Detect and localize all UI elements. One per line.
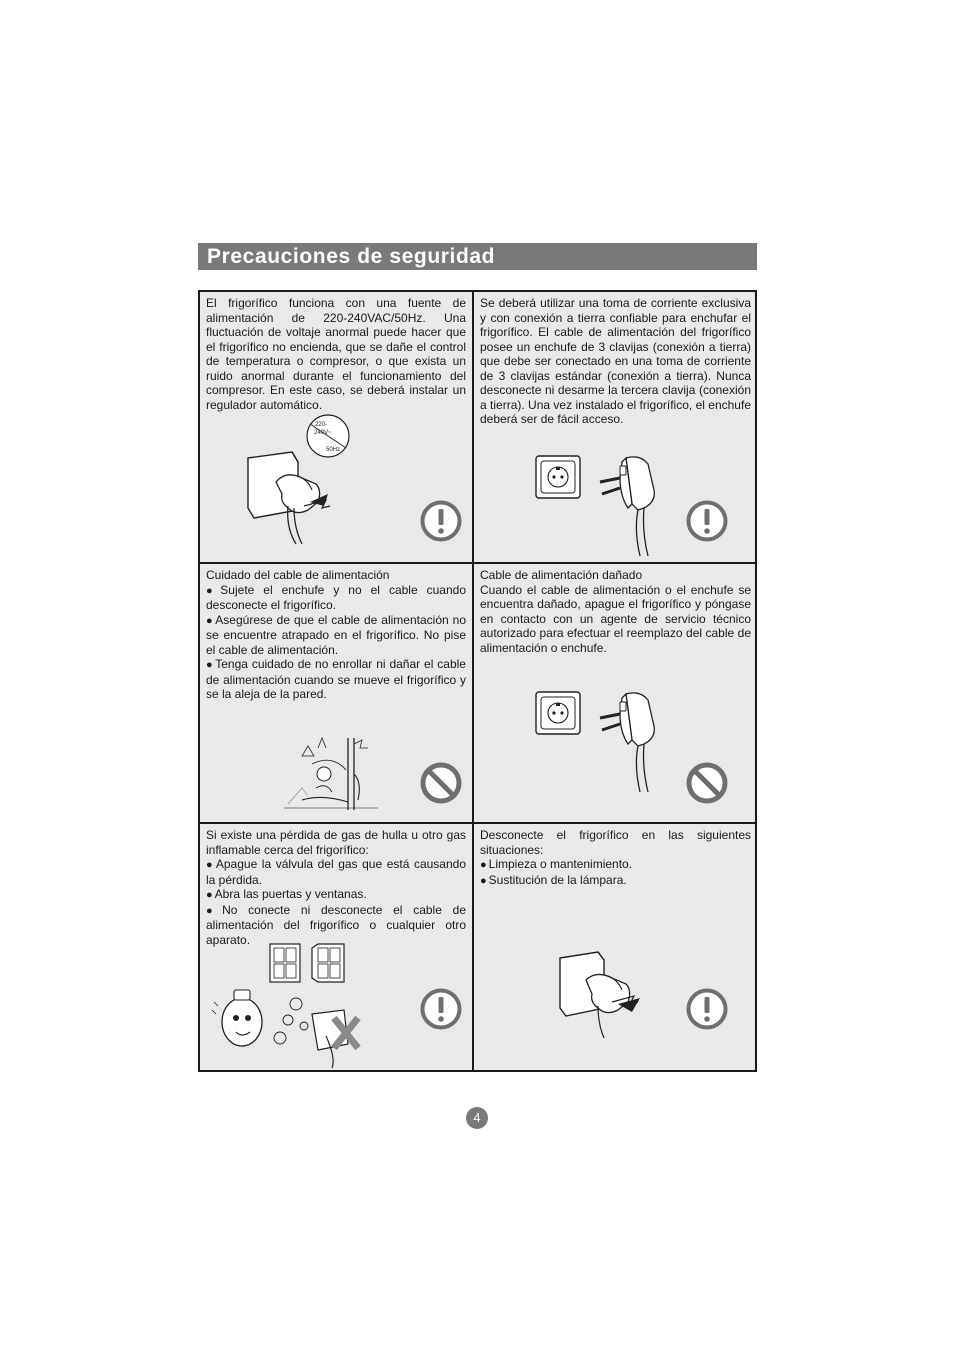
bullet-item: ● Tenga cuidado de no enrollar ni dañar el cable de alimentación cuando se mueve el frigorífico y se la aleja de la pared. (206, 657, 466, 702)
cell-unplug (474, 824, 757, 1072)
cell-text (480, 568, 751, 655)
paragraph: Se deberá utilizar una toma de corriente exclusiva y con conexión a tierra confiable para enchufar el frigorífico. El cable de alimentación del frigorífico posee un enchufe de 3 clavijas (conexión a tierra) que debe ser conectado en una toma de corriente de 3 clavijas estándar (conexión a tierra). Nunca desconecte ni desarme la tercera clavija (conexión a tierra). Una vez instalado el frigorífico, el enchufe deberá ser de fácil acceso. (480, 296, 751, 426)
warning-icon (420, 500, 462, 542)
cell-gas-leak (200, 824, 472, 1072)
bullet-item: ● No conecte ni desconecte el cable de alimentación del frigorífico o cualquier otro aparato. (206, 903, 466, 948)
cell-power-supply (200, 292, 472, 562)
voltage-label-2: 240V~ (314, 430, 332, 436)
warning-icon (420, 988, 462, 1030)
cell-cord-care (200, 564, 472, 822)
page-title: Precauciones de seguridad (207, 245, 496, 268)
cell-text (480, 296, 751, 427)
cell-text (480, 828, 751, 888)
gas-leak-illustration (208, 940, 368, 1070)
frequency-label: 50Hz (326, 447, 341, 453)
bullet-item: ● Asegúrese de que el cable de alimentación no se encuentre atrapado en el frigorífico. No pise el cable de alimentación. (206, 613, 466, 658)
prohibited-icon (420, 762, 462, 804)
cord-pinched-illustration (282, 734, 382, 818)
cell-grounded-outlet (474, 292, 757, 562)
cell-text (206, 828, 466, 947)
cell-heading: Cuidado del cable de alimentación (206, 568, 390, 582)
plug-in-hand-illustration (236, 410, 366, 550)
warning-icon (686, 500, 728, 542)
paragraph: Cuando el cable de alimentación o el enchufe se encuentra dañado, apague el frigorífico y póngase en contacto con un agente de servicio técnico autorizado para efectuar el reemplazo del cable de alimentación o enchufe. (480, 582, 751, 655)
prohibited-icon (686, 762, 728, 804)
bullet-item: ● Sujete el enchufe y no el cable cuando desconecte el frigorífico. (206, 583, 466, 613)
precautions-grid (198, 290, 757, 1072)
page-number-badge: 4 (466, 1107, 488, 1129)
paragraph: Si existe una pérdida de gas de hulla u otro gas inflamable cerca del frigorífico: (206, 828, 466, 857)
grounded-outlet-plug-illustration (530, 448, 670, 558)
section-title-bar (198, 243, 757, 270)
cell-text (206, 296, 466, 412)
cell-heading: Cable de alimentación dañado (480, 568, 643, 582)
damaged-plug-illustration (530, 684, 670, 794)
bullet-item: ● Apague la válvula del gas que está causando la pérdida. (206, 857, 466, 887)
unplug-illustration (552, 942, 652, 1042)
paragraph: El frigorífico funciona con una fuente de alimentación de 220-240VAC/50Hz. Una fluctuación de voltaje anormal puede hacer que el frigorífico no encienda, que se dañe el control de temperatura o compresor, o que exista un ruido anormal durante el funcionamiento del compresor. En este caso, se deberá instalar un regulador automático. (206, 296, 466, 412)
paragraph: Desconecte el frigorífico en las siguientes situaciones: (480, 828, 751, 857)
voltage-label-1: 220- (315, 422, 328, 428)
bullet-item: ● Limpieza o mantenimiento. (480, 857, 751, 873)
cell-text (206, 568, 466, 702)
bullet-item: ● Sustitución de la lámpara. (480, 873, 751, 889)
bullet-item: ● Abra las puertas y ventanas. (206, 887, 466, 903)
cell-damaged-cord (474, 564, 757, 822)
warning-icon (686, 988, 728, 1030)
